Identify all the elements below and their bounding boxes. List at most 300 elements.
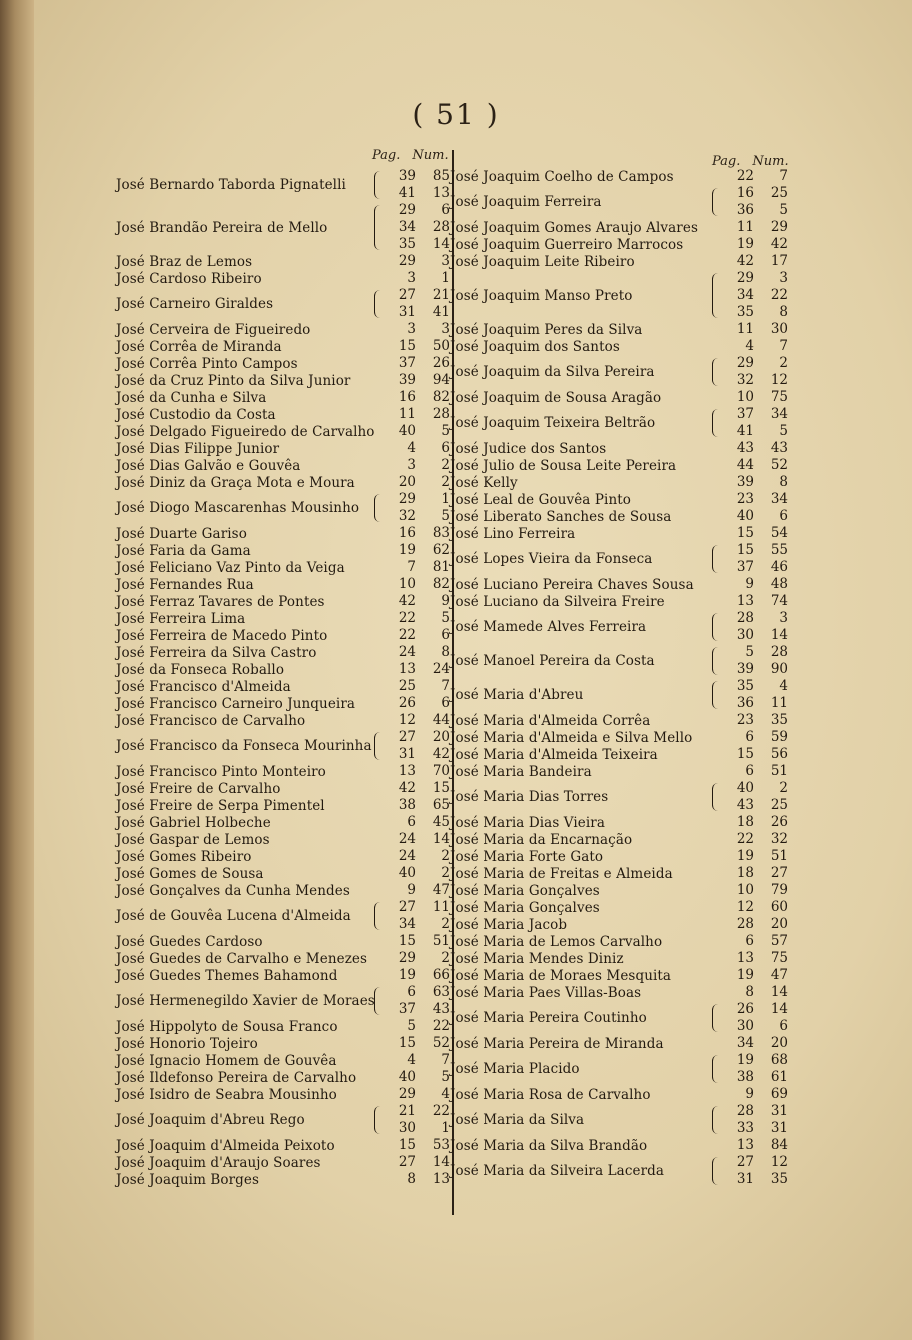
entry-name: José Maria Dias Vieira xyxy=(450,814,605,831)
number-ref: 60 xyxy=(770,899,788,915)
entry-name: José Maria d'Almeida Corrêa xyxy=(450,712,651,729)
entry-refs xyxy=(710,1086,790,1103)
number-ref: 50 xyxy=(432,338,450,354)
number-ref: 43 xyxy=(770,440,788,456)
index-entry xyxy=(116,797,452,814)
entry-refs xyxy=(372,831,452,848)
ref-line xyxy=(710,984,790,1001)
entry-refs xyxy=(372,899,452,933)
entry-name: José da Cruz Pinto da Silva Junior xyxy=(116,372,351,389)
entry-refs xyxy=(372,1052,452,1069)
index-entry xyxy=(450,763,790,780)
entry-name: José Feliciano Vaz Pinto da Veiga xyxy=(116,559,345,576)
entry-refs xyxy=(710,848,790,865)
page-ref: 15 xyxy=(398,933,416,949)
entry-refs xyxy=(372,270,452,287)
page-ref: 39 xyxy=(398,168,416,184)
ref-line xyxy=(710,729,790,746)
page-ref: 5 xyxy=(745,644,754,660)
page-ref: 15 xyxy=(736,746,754,762)
index-entry xyxy=(450,831,790,848)
ref-line xyxy=(710,763,790,780)
ref-line xyxy=(372,491,452,508)
entry-name: José Joaquim dos Santos xyxy=(450,338,620,355)
entry-name: José Joaquim Borges xyxy=(116,1171,260,1188)
entry-refs xyxy=(372,848,452,865)
page-ref: 37 xyxy=(398,355,416,371)
ref-line xyxy=(710,644,790,661)
entry-name: José Ferreira da Silva Castro xyxy=(116,644,317,661)
entry-name: José Maria Jacob xyxy=(450,916,568,933)
ref-line xyxy=(710,253,790,270)
page-ref: 40 xyxy=(398,1069,416,1085)
entry-refs xyxy=(710,763,790,780)
entry-refs xyxy=(372,338,452,355)
entry-name: José Liberato Sanches de Sousa xyxy=(450,508,672,525)
index-entry xyxy=(116,865,452,882)
entry-refs xyxy=(710,1035,790,1052)
index-entry xyxy=(450,644,790,678)
page-ref: 3 xyxy=(407,321,416,337)
index-entry xyxy=(450,185,790,219)
index-entry xyxy=(450,678,790,712)
index-entry xyxy=(116,1069,452,1086)
index-entry xyxy=(450,950,790,967)
entry-refs xyxy=(710,950,790,967)
number-ref: 22 xyxy=(770,287,788,303)
entry-name: José Gabriel Holbeche xyxy=(116,814,271,831)
page-ref: 4 xyxy=(407,1052,416,1068)
ref-line xyxy=(372,253,452,270)
page-ref: 27 xyxy=(398,1154,416,1170)
entry-name: José Julio de Sousa Leite Pereira xyxy=(450,457,677,474)
index-entry xyxy=(116,1086,452,1103)
index-entry xyxy=(116,1137,452,1154)
number-ref: 68 xyxy=(770,1052,788,1068)
page-ref: 33 xyxy=(736,1120,754,1136)
entry-refs xyxy=(372,457,452,474)
ref-line xyxy=(710,950,790,967)
page-ref: 13 xyxy=(736,950,754,966)
entry-name: José Luciano da Silveira Freire xyxy=(450,593,665,610)
page-ref: 40 xyxy=(736,508,754,524)
ref-line xyxy=(372,508,452,525)
ref-line xyxy=(372,695,452,712)
ref-line xyxy=(710,338,790,355)
page-ref: 19 xyxy=(736,236,754,252)
index-entry xyxy=(116,406,452,423)
number-ref: 65 xyxy=(432,797,450,813)
entry-refs xyxy=(372,865,452,882)
entry-refs xyxy=(710,916,790,933)
page-ref: 36 xyxy=(736,695,754,711)
entry-name: José Freire de Carvalho xyxy=(116,780,281,797)
page-ref: 24 xyxy=(398,848,416,864)
page-ref: 9 xyxy=(745,576,754,592)
number-ref: 5 xyxy=(441,610,450,626)
page-ref: 35 xyxy=(398,236,416,252)
page-ref: 21 xyxy=(398,1103,416,1119)
ref-line xyxy=(710,712,790,729)
entry-refs xyxy=(710,1154,790,1188)
ref-line xyxy=(372,1035,452,1052)
ref-line xyxy=(710,593,790,610)
index-entry xyxy=(450,916,790,933)
page-ref: 36 xyxy=(736,202,754,218)
entry-refs xyxy=(710,865,790,882)
page-ref: 29 xyxy=(398,1086,416,1102)
entry-name: José de Gouvêa Lucena d'Almeida xyxy=(116,908,351,924)
number-ref: 20 xyxy=(432,729,450,745)
entry-name: José Maria de Freitas e Almeida xyxy=(450,865,673,882)
index-entry xyxy=(116,1171,452,1188)
index-entry xyxy=(116,542,452,559)
index-entry xyxy=(450,933,790,950)
ref-line xyxy=(710,236,790,253)
index-entry xyxy=(116,321,452,338)
ref-line xyxy=(372,627,452,644)
index-entry xyxy=(450,1154,790,1188)
entry-refs xyxy=(372,1069,452,1086)
ref-line xyxy=(710,848,790,865)
entry-refs xyxy=(372,814,452,831)
number-ref: 48 xyxy=(770,576,788,592)
entry-refs xyxy=(710,593,790,610)
ref-line xyxy=(372,1154,452,1171)
index-entry xyxy=(450,542,790,576)
entry-name: José Honorio Tojeiro xyxy=(116,1035,258,1052)
page-ref: 27 xyxy=(398,899,416,915)
page-ref: 34 xyxy=(736,287,754,303)
number-ref: 6 xyxy=(441,695,450,711)
entry-refs xyxy=(710,355,790,389)
entry-refs xyxy=(372,525,452,542)
number-ref: 8 xyxy=(441,644,450,660)
ref-line xyxy=(372,1137,452,1154)
page-ref: 29 xyxy=(736,355,754,371)
entry-refs xyxy=(372,321,452,338)
index-entry xyxy=(450,814,790,831)
ref-line xyxy=(710,882,790,899)
page-ref: 20 xyxy=(398,474,416,490)
ref-line xyxy=(710,185,790,202)
number-ref: 2 xyxy=(779,780,788,796)
index-entry xyxy=(116,814,452,831)
index-entry xyxy=(116,763,452,780)
number-ref: 32 xyxy=(770,831,788,847)
number-ref: 5 xyxy=(779,202,788,218)
page-ref: 43 xyxy=(736,797,754,813)
num-header: Num. xyxy=(412,148,449,163)
index-entry xyxy=(116,780,452,797)
entry-refs xyxy=(372,440,452,457)
ref-line xyxy=(710,1069,790,1086)
ref-line xyxy=(710,304,790,321)
entry-name: José Dias Filippe Junior xyxy=(116,440,280,457)
page-ref: 30 xyxy=(736,1018,754,1034)
page-ref: 34 xyxy=(398,219,416,235)
index-entry xyxy=(450,406,790,440)
entry-refs xyxy=(372,406,452,423)
right-column xyxy=(450,168,790,1188)
entry-refs xyxy=(710,1001,790,1035)
ref-line xyxy=(710,525,790,542)
number-ref: 14 xyxy=(432,831,450,847)
index-entry xyxy=(450,729,790,746)
entry-name: José Hermenegildo Xavier de Moraes xyxy=(116,993,375,1009)
index-entry xyxy=(450,1052,790,1086)
page-ref: 43 xyxy=(736,440,754,456)
entry-name: José Maria Gonçalves xyxy=(450,899,600,916)
ref-line xyxy=(710,474,790,491)
page-ref: 38 xyxy=(398,797,416,813)
entry-name: José Carneiro Giraldes xyxy=(116,296,274,312)
ref-line xyxy=(710,287,790,304)
number-ref: 1 xyxy=(441,1120,450,1136)
number-ref: 17 xyxy=(770,253,788,269)
entry-refs xyxy=(710,525,790,542)
page-ref: 31 xyxy=(736,1171,754,1187)
ref-line xyxy=(372,848,452,865)
page-ref: 40 xyxy=(736,780,754,796)
ref-line xyxy=(710,967,790,984)
page-ref: 15 xyxy=(398,1137,416,1153)
number-ref: 5 xyxy=(441,423,450,439)
page-ref: 13 xyxy=(736,593,754,609)
index-entry xyxy=(116,1018,452,1035)
left-column xyxy=(116,168,452,1188)
index-entry xyxy=(116,253,452,270)
number-ref: 14 xyxy=(770,984,788,1000)
entry-name: José Ignacio Homem de Gouvêa xyxy=(116,1052,337,1069)
number-ref: 53 xyxy=(432,1137,450,1153)
entry-refs xyxy=(372,168,452,202)
page-ref: 3 xyxy=(407,457,416,473)
entry-name: José Francisco Pinto Monteiro xyxy=(116,763,326,780)
ref-line xyxy=(372,1171,452,1188)
index-entry xyxy=(450,508,790,525)
entry-refs xyxy=(372,882,452,899)
number-ref: 2 xyxy=(779,355,788,371)
ref-line xyxy=(372,406,452,423)
entry-name: José Isidro de Seabra Mousinho xyxy=(116,1086,337,1103)
page-ref: 22 xyxy=(736,831,754,847)
entry-name: José Joaquim Guerreiro Marrocos xyxy=(450,236,684,253)
number-ref: 56 xyxy=(770,746,788,762)
entry-name: José Maria da Encarnação xyxy=(450,831,633,848)
page-ref: 13 xyxy=(398,661,416,677)
number-ref: 63 xyxy=(432,984,450,1000)
number-ref: 59 xyxy=(770,729,788,745)
entry-name: José Guedes Cardoso xyxy=(116,933,263,950)
page-ref: 15 xyxy=(736,525,754,541)
page-ref: 15 xyxy=(398,338,416,354)
entry-refs xyxy=(372,678,452,695)
entry-name: José da Cunha e Silva xyxy=(116,389,267,406)
index-entry xyxy=(116,372,452,389)
ref-line xyxy=(710,780,790,797)
index-entry xyxy=(116,423,452,440)
page-ref: 30 xyxy=(398,1120,416,1136)
ref-line xyxy=(372,916,452,933)
index-entry xyxy=(450,899,790,916)
entry-refs xyxy=(372,950,452,967)
number-ref: 14 xyxy=(770,627,788,643)
entry-refs xyxy=(710,746,790,763)
ref-line xyxy=(372,1103,452,1120)
entry-name: José Judice dos Santos xyxy=(450,440,607,457)
page-ref: 40 xyxy=(398,423,416,439)
index-entry xyxy=(116,491,452,525)
entry-name: José da Fonseca Roballo xyxy=(116,661,285,678)
number-ref: 5 xyxy=(441,508,450,524)
index-entry xyxy=(450,1137,790,1154)
ref-line xyxy=(710,814,790,831)
ref-line xyxy=(372,899,452,916)
page-ref: 12 xyxy=(736,899,754,915)
ref-line xyxy=(372,882,452,899)
ref-line xyxy=(710,576,790,593)
page-ref: 42 xyxy=(736,253,754,269)
ref-line xyxy=(372,355,452,372)
ref-line xyxy=(710,797,790,814)
number-ref: 43 xyxy=(432,1001,450,1017)
entry-name: José Cardoso Ribeiro xyxy=(116,270,262,287)
index-entry xyxy=(450,865,790,882)
page-ref: 16 xyxy=(736,185,754,201)
page-ref: 4 xyxy=(745,338,754,354)
ref-line xyxy=(372,1052,452,1069)
index-entry xyxy=(450,984,790,1001)
number-ref: 35 xyxy=(770,712,788,728)
ref-line xyxy=(372,1120,452,1137)
ref-line xyxy=(372,933,452,950)
ref-line xyxy=(372,831,452,848)
entry-name: José Joaquim Coelho de Campos xyxy=(450,168,674,185)
number-ref: 74 xyxy=(770,593,788,609)
page-ref: 44 xyxy=(736,457,754,473)
number-ref: 2 xyxy=(441,950,450,966)
entry-name: José Joaquim da Silva Pereira xyxy=(450,364,655,380)
ref-line xyxy=(372,1001,452,1018)
page-ref: 27 xyxy=(736,1154,754,1170)
entry-refs xyxy=(372,389,452,406)
entry-name: José Francisco d'Almeida xyxy=(116,678,291,695)
index-entry xyxy=(116,729,452,763)
entry-refs xyxy=(710,933,790,950)
entry-refs xyxy=(710,1137,790,1154)
number-ref: 6 xyxy=(441,202,450,218)
page-ref: 19 xyxy=(736,1052,754,1068)
number-ref: 22 xyxy=(432,1018,450,1034)
entry-name: José Joaquim d'Abreu Rego xyxy=(116,1112,305,1128)
ref-line xyxy=(372,440,452,457)
number-ref: 70 xyxy=(432,763,450,779)
page-ref: 28 xyxy=(736,610,754,626)
entry-refs xyxy=(710,321,790,338)
number-ref: 3 xyxy=(441,321,450,337)
ref-line xyxy=(710,627,790,644)
page-ref: 8 xyxy=(745,984,754,1000)
entry-refs xyxy=(710,474,790,491)
number-ref: 5 xyxy=(779,423,788,439)
page-ref: 6 xyxy=(745,763,754,779)
page-ref: 6 xyxy=(407,984,416,1000)
entry-refs xyxy=(372,627,452,644)
number-ref: 69 xyxy=(770,1086,788,1102)
page-ref: 42 xyxy=(398,780,416,796)
ref-line xyxy=(372,1069,452,1086)
index-entry xyxy=(450,1086,790,1103)
number-ref: 11 xyxy=(770,695,788,711)
ref-line xyxy=(710,270,790,287)
entry-refs xyxy=(710,967,790,984)
entry-name: José Maria de Lemos Carvalho xyxy=(450,933,663,950)
number-ref: 46 xyxy=(770,559,788,575)
entry-refs xyxy=(372,491,452,525)
number-ref: 7 xyxy=(441,1052,450,1068)
entry-name: José Guedes Themes Bahamond xyxy=(116,967,338,984)
ref-line xyxy=(710,1052,790,1069)
index-entry xyxy=(450,355,790,389)
entry-refs xyxy=(372,984,452,1018)
ref-line xyxy=(710,389,790,406)
ref-line xyxy=(372,423,452,440)
entry-name: José Ferreira Lima xyxy=(116,610,246,627)
number-ref: 3 xyxy=(779,610,788,626)
ref-line xyxy=(372,168,452,185)
entry-refs xyxy=(710,1052,790,1086)
entry-refs xyxy=(710,610,790,644)
page-ref: 15 xyxy=(398,1035,416,1051)
number-ref: 7 xyxy=(779,338,788,354)
ref-line xyxy=(372,780,452,797)
number-ref: 29 xyxy=(770,219,788,235)
page-ref: 27 xyxy=(398,287,416,303)
entry-refs xyxy=(372,780,452,797)
ref-line xyxy=(372,542,452,559)
ref-line xyxy=(710,542,790,559)
page-ref: 28 xyxy=(736,916,754,932)
page-ref: 31 xyxy=(398,746,416,762)
number-ref: 75 xyxy=(770,389,788,405)
page-ref: 9 xyxy=(407,882,416,898)
page-ref: 10 xyxy=(736,882,754,898)
index-entry xyxy=(116,338,452,355)
entry-name: José Maria Dias Torres xyxy=(450,789,609,805)
ref-line xyxy=(710,661,790,678)
entry-refs xyxy=(372,1154,452,1171)
entry-refs xyxy=(710,338,790,355)
entry-refs xyxy=(710,236,790,253)
book-spine xyxy=(0,0,34,1340)
number-ref: 9 xyxy=(441,593,450,609)
entry-name: José Mamede Alves Ferreira xyxy=(450,619,647,635)
entry-refs xyxy=(710,899,790,916)
number-ref: 28 xyxy=(770,644,788,660)
index-entry xyxy=(116,202,452,253)
index-entry xyxy=(450,1035,790,1052)
index-entry xyxy=(116,1035,452,1052)
entry-refs xyxy=(372,1086,452,1103)
number-ref: 55 xyxy=(770,542,788,558)
ref-line xyxy=(372,287,452,304)
index-entry xyxy=(116,967,452,984)
index-entry xyxy=(116,678,452,695)
entry-refs xyxy=(710,1103,790,1137)
ref-line xyxy=(710,321,790,338)
page-ref: 27 xyxy=(398,729,416,745)
